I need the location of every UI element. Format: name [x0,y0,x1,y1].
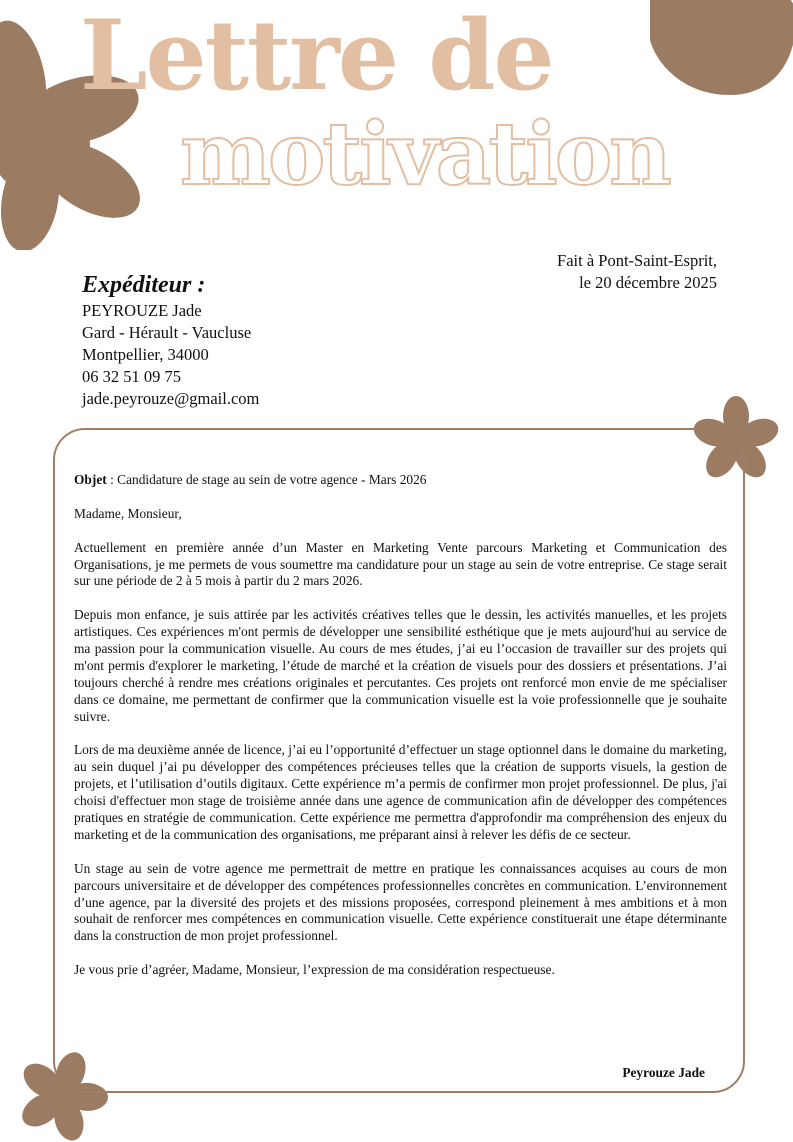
date: le 20 décembre 2025 [579,273,717,292]
paragraph: Un stage au sein de votre agence me permettrait de mettre en pratique les connaissances acquises au cours de mon parcours universitaire et de développer des compétences professionnelles concrètes en communication. L’environnement d’une agence, par la diversité des projets et des missions proposées, correspond pleinement à mes ambitions et à mon souhait de renforcer mes compétences en communication visuelle. Cette expérience constituerait une étape déterminante dans la construction de mon projet professionnel. [74,860,727,944]
signature: Peyrouze Jade [622,1065,705,1080]
sender-email: jade.peyrouze@gmail.com [82,389,260,408]
sender-block [82,270,259,410]
sender-phone: 06 32 51 09 75 [82,367,181,386]
sender-name: PEYROUZE Jade [82,301,202,320]
greeting: Madame, Monsieur, [74,505,182,521]
subject-text: : Candidature de stage au sein de votre agence - Mars 2026 [106,472,427,487]
subject-label: Objet [74,472,107,487]
sender-region: Gard - Hérault - Vaucluse [82,323,252,342]
place: Fait à Pont-Saint-Esprit, [557,251,717,270]
title-line-1: Lettre de [80,0,553,112]
paragraph: Lors de ma deuxième année de licence, j’ai eu l’opportunité d’effectuer un stage optionnel dans le domaine du marketing, au sein duquel j’ai pu développer des compétences précieuses telles que la création de supports visuels, la gestion de projets, et l’utilisation d’outils digitaux. Cette expérience m’a permis de confirmer mon projet professionnel. De plus, j'ai choisi d'effectuer mon stage de troisième année dans une agence de communication afin de développer des compétences pratiques en stratégie de communication. Cette expérience me permettra d'approfondir ma compréhension des enjeux du marketing et de la communication des organisations, me préparant ainsi à relever les défis de ce secteur. [74,742,727,842]
title-line-2: motivation [180,104,669,205]
paragraph: Actuellement en première année d’un Master en Marketing Vente parcours Marketing et Communication des Organisations, je me permets de vous soumettre ma candidature pour un stage au sein de votre entreprise. Ce stage serait sur une période de 2 à 5 mois à partir du 2 mars 2026. [74,539,727,589]
sender-heading: Expéditeur : [82,272,206,298]
subject-line [74,472,727,489]
sender-city: Montpellier, 34000 [82,345,209,364]
closing: Je vous prie d’agréer, Madame, Monsieur, l’expression de ma considération respectueuse. [74,962,555,978]
place-date [557,250,717,294]
paragraph: Depuis mon enfance, je suis attirée par les activités créatives telles que le dessin, les activités manuelles, et les projets artistiques. Ces expériences m'ont permis de développer une sensibilité esthétique que je mets aujourd'hui au service de ma passion pour la communication visuelle. Au cours de mes études, j’ai eu l’occasion de travailler sur des projets qui m'ont permis d'explorer le marketing, l’étude de marché et la création de visuels pour des dossiers et présentations. J’ai toujours cherché à rendre mes créations originales et percutantes. Ces projets ont renforcé mon envie de me spécialiser dans ce domaine, me permettant de confirmer que la communication visuelle est la voie professionnelle que je souhaite suivre. [74,607,727,724]
letter-body [74,472,727,996]
blob-top-right-icon [640,0,793,100]
